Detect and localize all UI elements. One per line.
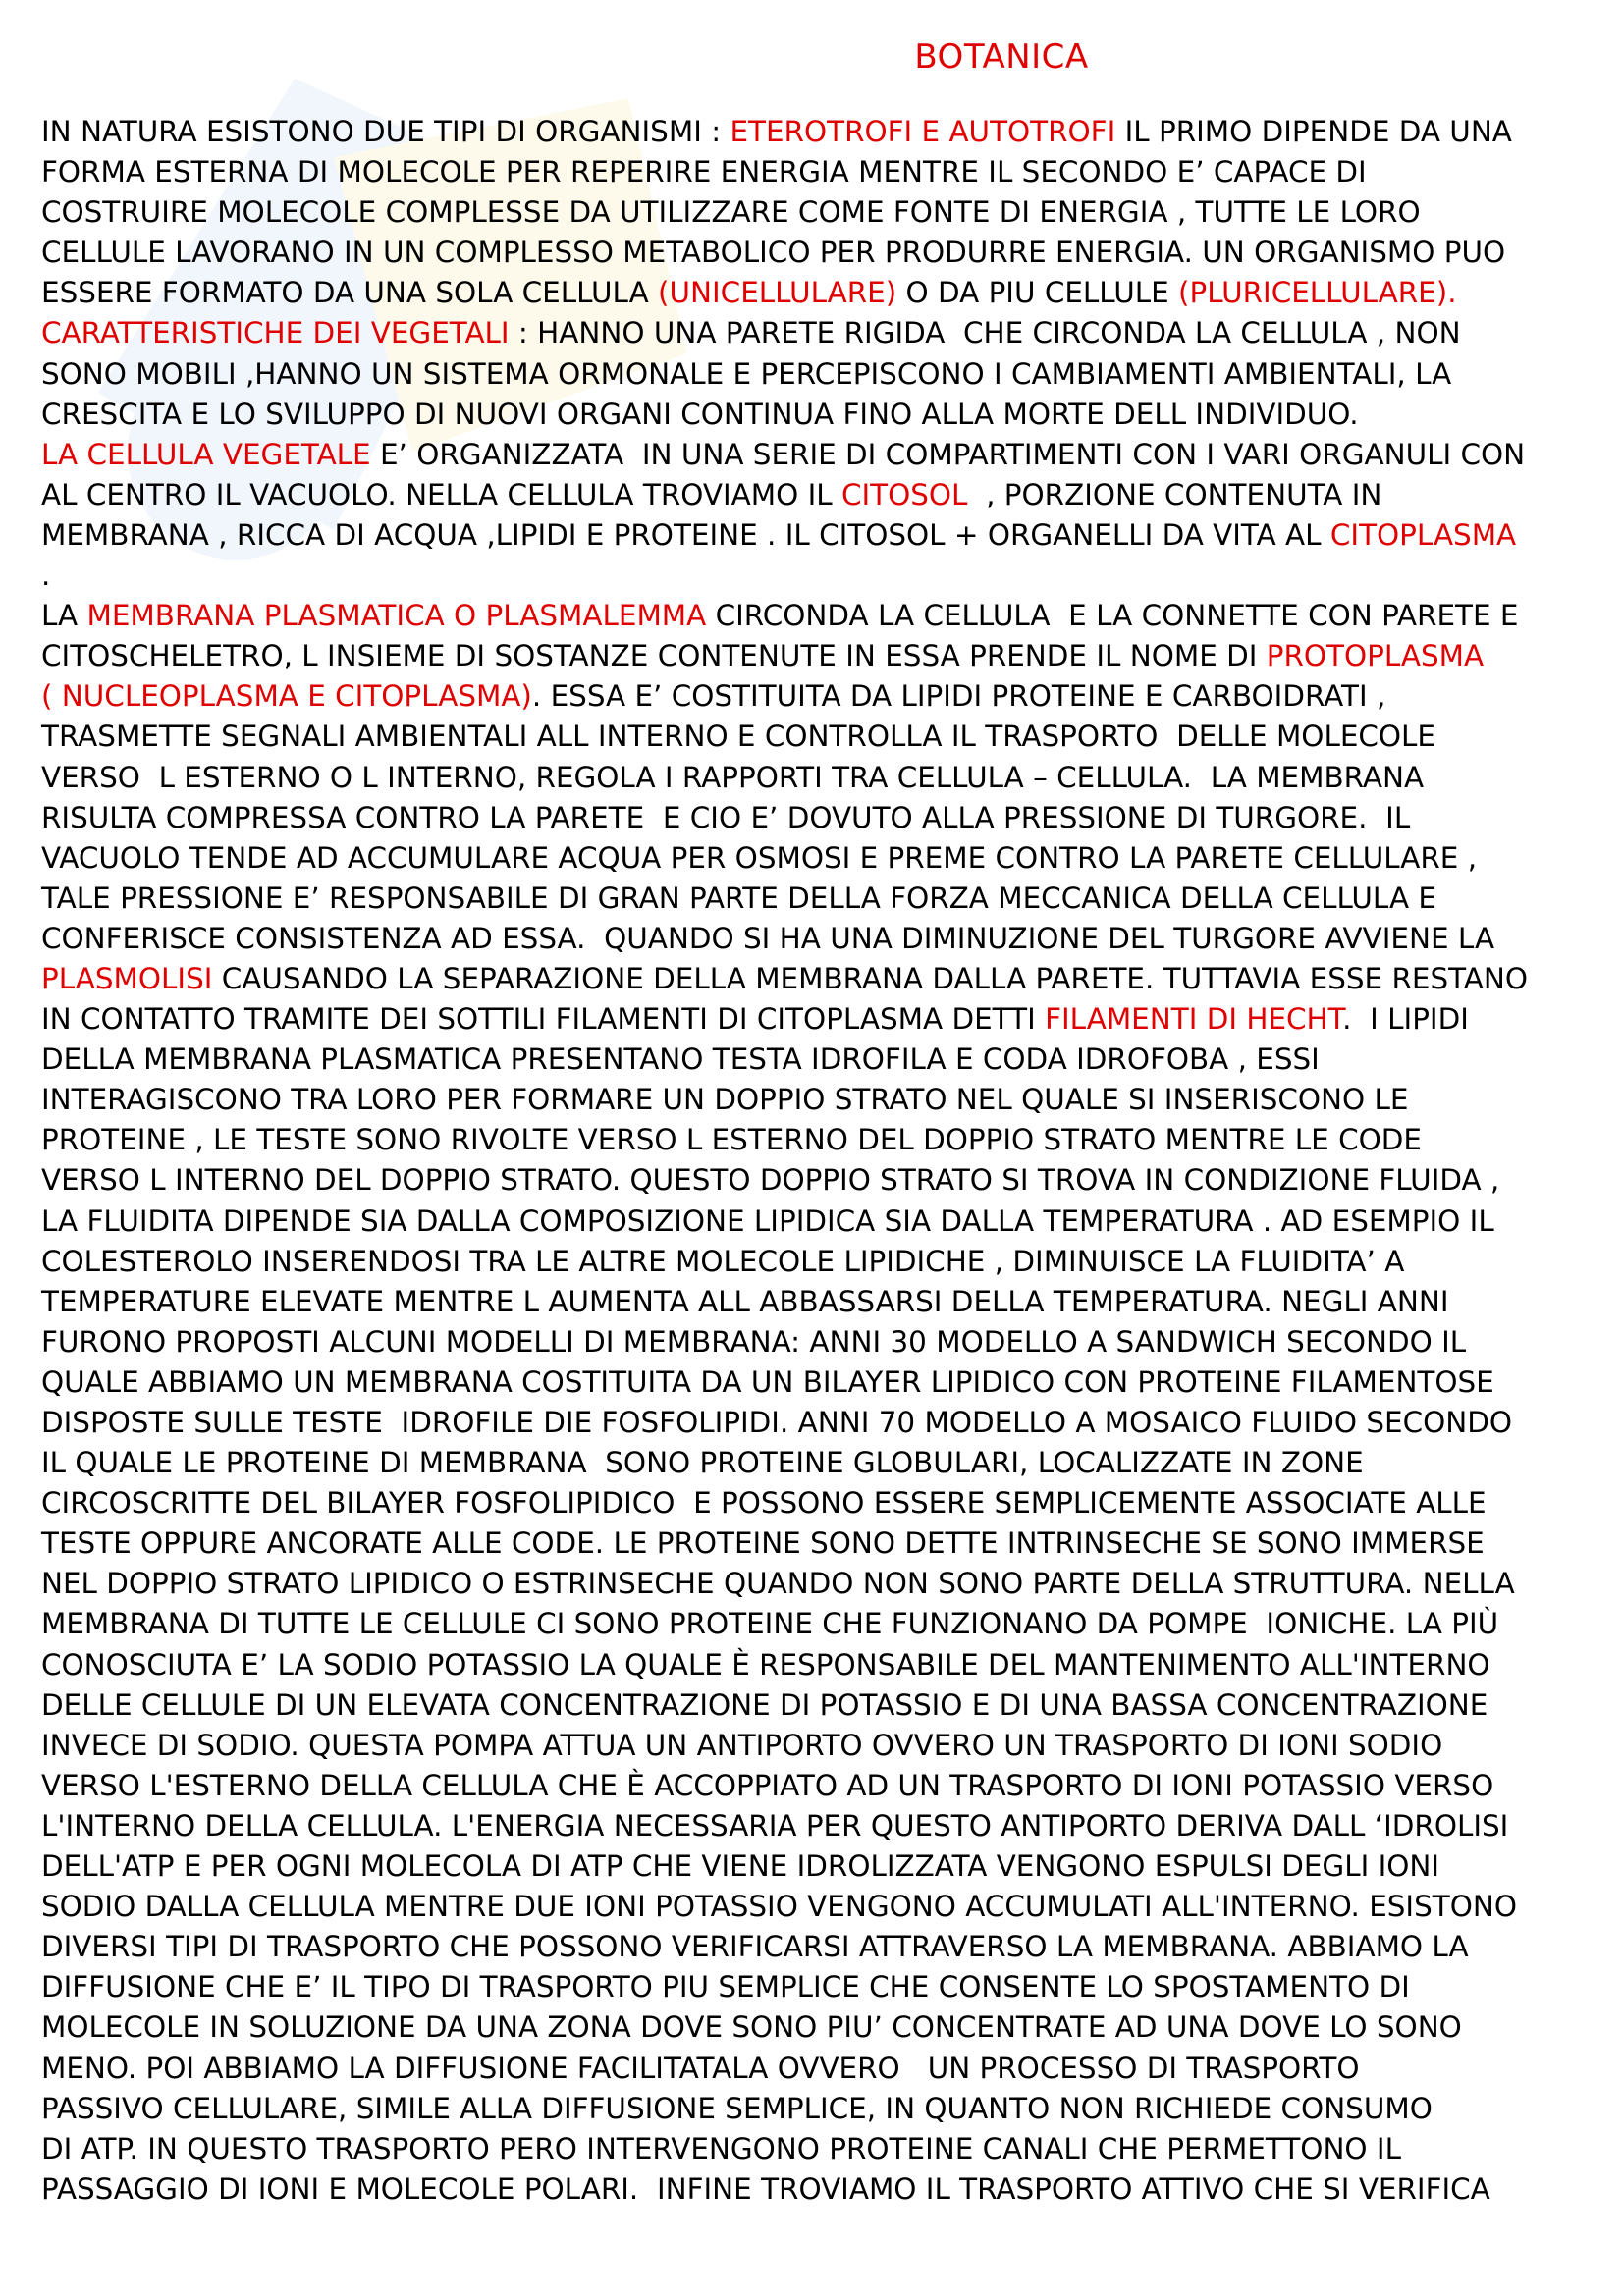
text-line: [41, 879, 1597, 919]
text-segment: VERSO L ESTERNO O L INTERNO, REGOLA I RAPPORTI TRA CELLULA – CELLULA. LA MEMBRANA: [41, 760, 1425, 794]
highlighted-term: FILAMENTI DI HECHT: [1045, 1002, 1343, 1037]
text-segment: CIRCONDA LA CELLULA E LA CONNETTE CON PARETE E: [706, 599, 1519, 633]
text-line: [41, 1806, 1597, 1846]
text-segment: COLESTEROLO INSERENDOSI TRA LE ALTRE MOLECOLE LIPIDICHE , DIMINUISCE LA FLUIDITA’ A: [41, 1244, 1405, 1278]
text-line: [41, 959, 1597, 999]
text-segment: L'INTERNO DELLA CELLULA. L'ENERGIA NECESSARIA PER QUESTO ANTIPORTO DERIVA DALL ‘IDROLISI: [41, 1808, 1509, 1842]
text-segment: CONFERISCE CONSISTENZA AD ESSA. QUANDO SI HA UNA DIMINUZIONE DEL TURGORE AVVIENE LA: [41, 921, 1495, 955]
text-line: [41, 2049, 1597, 2089]
text-segment: MEMBRANA DI TUTTE LE CELLULE CI SONO PROTEINE CHE FUNZIONANO DA POMPE IONICHE. LA PIÙ: [41, 1607, 1499, 1641]
text-segment: MENO. POI ABBIAMO LA DIFFUSIONE FACILITATALA OVVERO UN PROCESSO DI TRASPORTO: [41, 2051, 1360, 2085]
highlighted-term: LA CELLULA VEGETALE: [41, 437, 371, 471]
text-segment: QUALE ABBIAMO UN MEMBRANA COSTITUITA DA UN BILAYER LIPIDICO CON PROTEINE FILAMENTOSE: [41, 1364, 1494, 1399]
text-segment: MEMBRANA , RICCA DI ACQUA ,LIPIDI E PROTEINE . IL CITOSOL + ORGANELLI DA VITA AL: [41, 517, 1330, 552]
text-segment: DI ATP. IN QUESTO TRASPORTO PERO INTERVENGONO PROTEINE CANALI CHE PERMETTONO IL: [41, 2131, 1401, 2165]
text-segment: IL QUALE LE PROTEINE DI MEMBRANA SONO PROTEINE GLOBULARI, LOCALIZZATE IN ZONE: [41, 1446, 1364, 1480]
text-line: [41, 1160, 1597, 1201]
document-body: [41, 112, 1597, 2210]
highlighted-term: (UNICELLULARE): [658, 276, 897, 310]
highlighted-term: CITOSOL: [840, 477, 968, 511]
text-line: [41, 1604, 1597, 1644]
text-segment: TRASMETTE SEGNALI AMBIENTALI ALL INTERNO E CONTROLLA IL TRASPORTO DELLE MOLECOLE: [41, 720, 1435, 754]
text-line: [41, 2169, 1597, 2210]
text-segment: .: [41, 559, 51, 593]
text-line: [41, 919, 1597, 959]
text-line: [41, 354, 1597, 395]
text-line: [41, 1322, 1597, 1362]
text-segment: AL CENTRO IL VACUOLO. NELLA CELLULA TROVIAMO IL: [41, 477, 841, 511]
text-segment: PASSIVO CELLULARE, SIMILE ALLA DIFFUSIONE SEMPLICE, IN QUANTO NON RICHIEDE CONSUMO: [41, 2091, 1433, 2125]
text-line: [41, 1766, 1597, 1806]
text-line: [41, 798, 1597, 838]
highlighted-term: MEMBRANA PLASMATICA O PLASMALEMMA: [86, 599, 707, 633]
text-line: [41, 233, 1597, 273]
text-line: [41, 313, 1597, 353]
text-line: [41, 556, 1597, 596]
text-segment: NEL DOPPIO STRATO LIPIDICO O ESTRINSECHE QUANDO NON SONO PARTE DELLA STRUTTURA. NELLA: [41, 1567, 1515, 1601]
text-segment: E’ ORGANIZZATA IN UNA SERIE DI COMPARTIMENTI CON I VARI ORGANULI CON: [370, 437, 1526, 471]
text-segment: SONO MOBILI ,HANNO UN SISTEMA ORMONALE E PERCEPISCONO I CAMBIAMENTI AMBIENTALI, LA: [41, 356, 1452, 391]
text-line: [41, 1927, 1597, 1967]
text-segment: RISULTA COMPRESSA CONTRO LA PARETE E CIO E’ DOVUTO ALLA PRESSIONE DI TURGORE. IL: [41, 800, 1411, 834]
highlighted-term: PROTOPLASMA: [1266, 639, 1485, 673]
text-segment: IN NATURA ESISTONO DUE TIPI DI ORGANISMI :: [41, 115, 730, 148]
highlighted-term: CARATTERISTICHE DEI VEGETALI: [41, 316, 510, 350]
text-line: [41, 838, 1597, 879]
text-segment: COSTRUIRE MOLECOLE COMPLESSE DA UTILIZZARE COME FONTE DI ENERGIA , TUTTE LE LORO: [41, 195, 1421, 230]
text-segment: SODIO DALLA CELLULA MENTRE DUE IONI POTASSIO VENGONO ACCUMULATI ALL'INTERNO. ESISTONO: [41, 1890, 1517, 1924]
highlighted-term: (PLURICELLULARE).: [1178, 276, 1457, 310]
text-segment: CRESCITA E LO SVILUPPO DI NUOVI ORGANI CONTINUA FINO ALLA MORTE DELL INDIVIDUO.: [41, 397, 1359, 431]
text-segment: . I LIPIDI: [1342, 1002, 1469, 1037]
text-line: [41, 152, 1597, 192]
text-segment: VERSO L INTERNO DEL DOPPIO STRATO. QUESTO DOPPIO STRATO SI TROVA IN CONDIZIONE FLUIDA ,: [41, 1163, 1500, 1198]
text-segment: ESSERE FORMATO DA UNA SOLA CELLULA: [41, 276, 659, 310]
text-segment: IN CONTATTO TRAMITE DEI SOTTILI FILAMENTI DI CITOPLASMA DETTI: [41, 1002, 1046, 1037]
text-segment: CONOSCIUTA E’ LA SODIO POTASSIO LA QUALE È RESPONSABILE DEL MANTENIMENTO ALL'INTERNO: [41, 1647, 1490, 1682]
text-segment: CIRCOSCRITTE DEL BILAYER FOSFOLIPIDICO E POSSONO ESSERE SEMPLICEMENTE ASSOCIATE ALLE: [41, 1486, 1487, 1521]
text-segment: , PORZIONE CONTENUTA IN: [967, 477, 1382, 511]
text-segment: O DA PIU CELLULE: [896, 276, 1178, 310]
text-segment: CAUSANDO LA SEPARAZIONE DELLA MEMBRANA DALLA PARETE. TUTTAVIA ESSE RESTANO: [212, 961, 1529, 995]
text-segment: LA FLUIDITA DIPENDE SIA DALLA COMPOSIZIONE LIPIDICA SIA DALLA TEMPERATURA . AD ESEMPIO IL: [41, 1203, 1494, 1238]
text-line: [41, 1483, 1597, 1523]
text-segment: DISPOSTE SULLE TESTE IDROFILE DIE FOSFOLIPIDI. ANNI 70 MODELLO A MOSAICO FLUIDO SECONDO: [41, 1406, 1512, 1439]
text-segment: : HANNO UNA PARETE RIGIDA CHE CIRCONDA LA CELLULA , NON: [509, 316, 1461, 350]
text-line: [41, 1726, 1597, 1766]
text-segment: FURONO PROPOSTI ALCUNI MODELLI DI MEMBRANA: ANNI 30 MODELLO A SANDWICH SECONDO IL: [41, 1324, 1467, 1359]
text-line: [41, 1201, 1597, 1242]
text-segment: VERSO L'ESTERNO DELLA CELLULA CHE È ACCOPPIATO AD UN TRASPORTO DI IONI POTASSIO VERSO: [41, 1768, 1494, 1802]
text-segment: TESTE OPPURE ANCORATE ALLE CODE. LE PROTEINE SONO DETTE INTRINSECHE SE SONO IMMERSE: [41, 1526, 1485, 1561]
highlighted-term: PLASMOLISI: [41, 961, 213, 995]
text-line: [41, 2089, 1597, 2129]
text-segment: . ESSA E’ COSTITUITA DA LIPIDI PROTEINE E CARBOIDRATI ,: [531, 679, 1386, 714]
text-segment: CITOSCHELETRO, L INSIEME DI SOSTANZE CONTENUTE IN ESSA PRENDE IL NOME DI: [41, 639, 1267, 673]
text-line: [41, 395, 1597, 435]
text-segment: PROTEINE , LE TESTE SONO RIVOLTE VERSO L ESTERNO DEL DOPPIO STRATO MENTRE LE CODE: [41, 1123, 1422, 1157]
text-segment: INTERAGISCONO TRA LORO PER FORMARE UN DOPPIO STRATO NEL QUALE SI INSERISCONO LE: [41, 1083, 1409, 1117]
text-line: [41, 636, 1597, 676]
highlighted-term: CITOPLASMA: [1329, 517, 1517, 552]
text-segment: TEMPERATURE ELEVATE MENTRE L AUMENTA ALL ABBASSARSI DELLA TEMPERATURA. NEGLI ANNI: [41, 1284, 1449, 1318]
highlighted-term: ETEROTROFI E AUTOTROFI: [730, 115, 1116, 148]
text-line: [41, 1080, 1597, 1120]
text-line: [41, 475, 1597, 515]
text-line: [41, 1685, 1597, 1726]
text-line: [41, 1523, 1597, 1564]
text-line: [41, 1403, 1597, 1443]
text-line: [41, 1282, 1597, 1322]
text-segment: DELLE CELLULE DI UN ELEVATA CONCENTRAZIONE DI POTASSIO E DI UNA BASSA CONCENTRAZIONE: [41, 1687, 1488, 1722]
text-segment: CELLULE LAVORANO IN UN COMPLESSO METABOLICO PER PRODURRE ENERGIA. UN ORGANISMO PUO: [41, 236, 1506, 270]
text-segment: PASSAGGIO DI IONI E MOLECOLE POLARI. INFINE TROVIAMO IL TRASPORTO ATTIVO CHE SI VERIFICA: [41, 2171, 1490, 2206]
text-line: [41, 596, 1597, 636]
text-line: [41, 273, 1597, 313]
text-segment: LA: [41, 599, 87, 633]
text-line: [41, 1645, 1597, 1685]
text-line: [41, 515, 1597, 556]
text-segment: DIVERSI TIPI DI TRASPORTO CHE POSSONO VERIFICARSI ATTRAVERSO LA MEMBRANA. ABBIAMO LA: [41, 1930, 1469, 1964]
text-line: [41, 2129, 1597, 2169]
text-segment: FORMA ESTERNA DI MOLECOLE PER REPERIRE ENERGIA MENTRE IL SECONDO E’ CAPACE DI: [41, 155, 1367, 189]
text-line: [41, 112, 1597, 152]
text-line: [41, 999, 1597, 1040]
text-segment: MOLECOLE IN SOLUZIONE DA UNA ZONA DOVE SONO PIU’ CONCENTRATE AD UNA DOVE LO SONO: [41, 2010, 1462, 2045]
highlighted-term: ( NUCLEOPLASMA E CITOPLASMA): [41, 679, 532, 714]
text-line: [41, 192, 1597, 233]
text-segment: VACUOLO TENDE AD ACCUMULARE ACQUA PER OSMOSI E PREME CONTRO LA PARETE CELLULARE ,: [41, 840, 1478, 875]
text-segment: TALE PRESSIONE E’ RESPONSABILE DI GRAN PARTE DELLA FORZA MECCANICA DELLA CELLULA E: [41, 881, 1436, 915]
text-line: [41, 717, 1597, 757]
text-line: [41, 1846, 1597, 1887]
text-line: [41, 1120, 1597, 1160]
text-line: [41, 1887, 1597, 1927]
text-line: [41, 2007, 1597, 2048]
text-segment: INVECE DI SODIO. QUESTA POMPA ATTUA UN ANTIPORTO OVVERO UN TRASPORTO DI IONI SODIO: [41, 1728, 1443, 1762]
text-line: [41, 758, 1597, 798]
text-line: [41, 1564, 1597, 1604]
text-line: [41, 1967, 1597, 2007]
text-line: [41, 1242, 1597, 1282]
text-line: [41, 1362, 1597, 1403]
text-line: [41, 1443, 1597, 1483]
text-segment: DELL'ATP E PER OGNI MOLECOLA DI ATP CHE VIENE IDROLIZZATA VENGONO ESPULSI DEGLI IONI: [41, 1849, 1440, 1884]
text-segment: DIFFUSIONE CHE E’ IL TIPO DI TRASPORTO PIU SEMPLICE CHE CONSENTE LO SPOSTAMENTO DI: [41, 1970, 1410, 2004]
text-segment: DELLA MEMBRANA PLASMATICA PRESENTANO TESTA IDROFILA E CODA IDROFOBA , ESSI: [41, 1042, 1320, 1077]
text-line: [41, 435, 1597, 475]
text-line: [41, 676, 1597, 717]
document-title: BOTANICA: [914, 37, 1089, 77]
text-line: [41, 1040, 1597, 1080]
text-segment: IL PRIMO DIPENDE DA UNA: [1115, 115, 1512, 148]
